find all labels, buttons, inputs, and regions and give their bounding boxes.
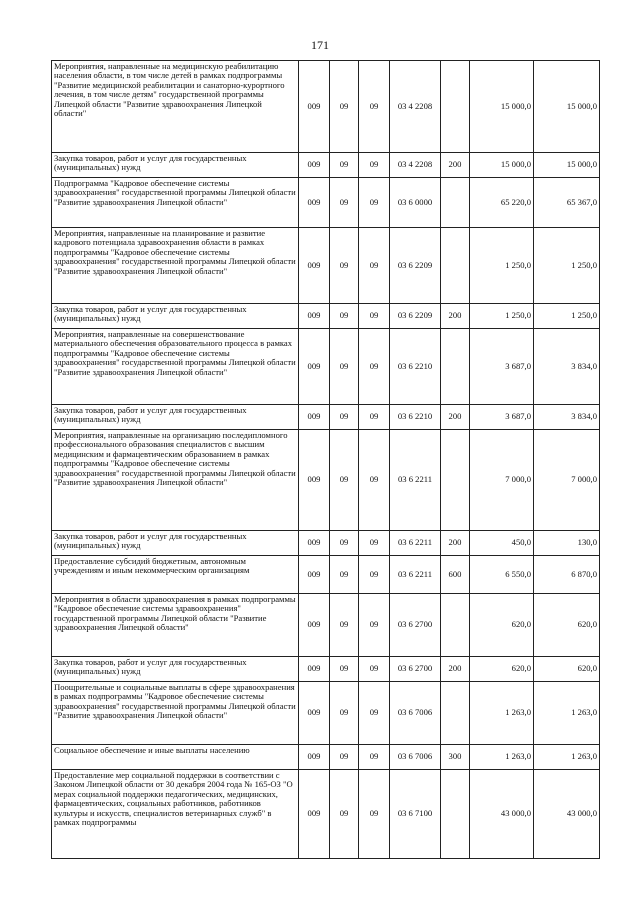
subsection-code: 09 bbox=[359, 430, 390, 531]
target-article-code: 03 6 2211 bbox=[390, 430, 441, 531]
amount-year-1: 15 000,0 bbox=[470, 61, 534, 153]
subsection-code: 09 bbox=[359, 745, 390, 770]
subsection-code: 09 bbox=[359, 304, 390, 329]
expense-type-code bbox=[441, 178, 470, 228]
amount-year-2: 15 000,0 bbox=[534, 153, 600, 178]
subsection-code: 09 bbox=[359, 153, 390, 178]
target-article-code: 03 6 2211 bbox=[390, 531, 441, 556]
row-description: Закупка товаров, работ и услуг для государственных (муниципальных) нужд bbox=[52, 153, 299, 178]
row-description: Мероприятия, направленные на медицинскую реабилитацию населения области, в том числе детей в рамках подпрограммы "Развитие медицинской реабилитации и санаторно-курортного лечения, в том числе детям" государственной программы Липецкой области "Развитие здравоохранения Липецкой области" bbox=[52, 61, 299, 153]
section-code: 09 bbox=[330, 329, 359, 405]
table-body bbox=[52, 61, 600, 859]
row-description: Подпрограмма "Кадровое обеспечение системы здравоохранения" государственной программы Липецкой области "Развитие здравоохранения Липецкой области" bbox=[52, 178, 299, 228]
section-code: 09 bbox=[330, 770, 359, 859]
amount-year-2: 65 367,0 bbox=[534, 178, 600, 228]
expense-type-code: 200 bbox=[441, 657, 470, 682]
target-article-code: 03 6 2700 bbox=[390, 657, 441, 682]
grbs-code: 009 bbox=[299, 682, 330, 745]
row-description: Социальное обеспечение и иные выплаты населению bbox=[52, 745, 299, 770]
table-row bbox=[52, 61, 600, 153]
section-code: 09 bbox=[330, 682, 359, 745]
expense-type-code bbox=[441, 228, 470, 304]
expense-type-code: 600 bbox=[441, 556, 470, 594]
section-code: 09 bbox=[330, 657, 359, 682]
amount-year-1: 65 220,0 bbox=[470, 178, 534, 228]
table-row bbox=[52, 682, 600, 745]
page-number: 171 bbox=[311, 38, 329, 52]
section-code: 09 bbox=[330, 430, 359, 531]
grbs-code: 009 bbox=[299, 594, 330, 657]
amount-year-2: 1 263,0 bbox=[534, 682, 600, 745]
section-code: 09 bbox=[330, 556, 359, 594]
subsection-code: 09 bbox=[359, 657, 390, 682]
expense-type-code bbox=[441, 594, 470, 657]
subsection-code: 09 bbox=[359, 178, 390, 228]
table-row bbox=[52, 531, 600, 556]
amount-year-1: 1 263,0 bbox=[470, 682, 534, 745]
target-article-code: 03 6 7100 bbox=[390, 770, 441, 859]
grbs-code: 009 bbox=[299, 745, 330, 770]
table-row bbox=[52, 770, 600, 859]
expense-type-code: 300 bbox=[441, 745, 470, 770]
row-description: Поощрительные и социальные выплаты в сфере здравоохранения в рамках подпрограммы "Кадровое обеспечение системы здравоохранения" государственной программы Липецкой области "Развитие здравоохранения Липецкой области" bbox=[52, 682, 299, 745]
amount-year-1: 7 000,0 bbox=[470, 430, 534, 531]
grbs-code: 009 bbox=[299, 770, 330, 859]
amount-year-2: 1 263,0 bbox=[534, 745, 600, 770]
row-description: Мероприятия, направленные на организацию последипломного профессионального образования специалистов с высшим медицинским и фармацевтическим образованием в рамках подпрограммы "Кадровое обеспечение системы здравоохранения" государственной программы Липецкой области "Развитие здравоохранения Липецкой области" bbox=[52, 430, 299, 531]
subsection-code: 09 bbox=[359, 770, 390, 859]
section-code: 09 bbox=[330, 153, 359, 178]
grbs-code: 009 bbox=[299, 556, 330, 594]
grbs-code: 009 bbox=[299, 61, 330, 153]
amount-year-2: 15 000,0 bbox=[534, 61, 600, 153]
amount-year-1: 43 000,0 bbox=[470, 770, 534, 859]
grbs-code: 009 bbox=[299, 329, 330, 405]
target-article-code: 03 6 2210 bbox=[390, 405, 441, 430]
amount-year-2: 6 870,0 bbox=[534, 556, 600, 594]
target-article-code: 03 6 2209 bbox=[390, 304, 441, 329]
expense-type-code: 200 bbox=[441, 405, 470, 430]
amount-year-2: 1 250,0 bbox=[534, 304, 600, 329]
grbs-code: 009 bbox=[299, 304, 330, 329]
section-code: 09 bbox=[330, 531, 359, 556]
amount-year-2: 620,0 bbox=[534, 594, 600, 657]
target-article-code: 03 6 2210 bbox=[390, 329, 441, 405]
grbs-code: 009 bbox=[299, 405, 330, 430]
subsection-code: 09 bbox=[359, 228, 390, 304]
table-row bbox=[52, 178, 600, 228]
subsection-code: 09 bbox=[359, 682, 390, 745]
amount-year-1: 1 250,0 bbox=[470, 228, 534, 304]
section-code: 09 bbox=[330, 178, 359, 228]
expense-type-code bbox=[441, 329, 470, 405]
target-article-code: 03 6 2209 bbox=[390, 228, 441, 304]
subsection-code: 09 bbox=[359, 531, 390, 556]
grbs-code: 009 bbox=[299, 178, 330, 228]
expense-type-code: 200 bbox=[441, 304, 470, 329]
amount-year-1: 3 687,0 bbox=[470, 405, 534, 430]
amount-year-1: 6 550,0 bbox=[470, 556, 534, 594]
amount-year-2: 130,0 bbox=[534, 531, 600, 556]
subsection-code: 09 bbox=[359, 61, 390, 153]
budget-table bbox=[51, 60, 600, 859]
table-row bbox=[52, 405, 600, 430]
subsection-code: 09 bbox=[359, 556, 390, 594]
expense-type-code: 200 bbox=[441, 531, 470, 556]
target-article-code: 03 4 2208 bbox=[390, 61, 441, 153]
target-article-code: 03 6 2700 bbox=[390, 594, 441, 657]
target-article-code: 03 6 7006 bbox=[390, 682, 441, 745]
grbs-code: 009 bbox=[299, 153, 330, 178]
amount-year-1: 1 263,0 bbox=[470, 745, 534, 770]
expense-type-code bbox=[441, 682, 470, 745]
row-description: Закупка товаров, работ и услуг для государственных (муниципальных) нужд bbox=[52, 531, 299, 556]
subsection-code: 09 bbox=[359, 405, 390, 430]
row-description: Мероприятия, направленные на планирование и развитие кадрового потенциала здравоохранения области в рамках подпрограммы "Кадровое обеспечение системы здравоохранения" государственной программы Липецкой области "Развитие здравоохранения Липецкой области" bbox=[52, 228, 299, 304]
section-code: 09 bbox=[330, 304, 359, 329]
section-code: 09 bbox=[330, 405, 359, 430]
table-row bbox=[52, 329, 600, 405]
table-row bbox=[52, 153, 600, 178]
target-article-code: 03 6 0000 bbox=[390, 178, 441, 228]
amount-year-1: 620,0 bbox=[470, 657, 534, 682]
subsection-code: 09 bbox=[359, 329, 390, 405]
row-description: Закупка товаров, работ и услуг для государственных (муниципальных) нужд bbox=[52, 657, 299, 682]
table-row bbox=[52, 304, 600, 329]
expense-type-code: 200 bbox=[441, 153, 470, 178]
amount-year-1: 15 000,0 bbox=[470, 153, 534, 178]
amount-year-2: 3 834,0 bbox=[534, 329, 600, 405]
grbs-code: 009 bbox=[299, 657, 330, 682]
amount-year-1: 450,0 bbox=[470, 531, 534, 556]
expense-type-code bbox=[441, 61, 470, 153]
target-article-code: 03 6 2211 bbox=[390, 556, 441, 594]
table-row bbox=[52, 657, 600, 682]
table-row bbox=[52, 228, 600, 304]
row-description: Предоставление мер социальной поддержки в соответствии с Законом Липецкой области от 30 декабря 2004 года № 165-ОЗ "О мерах социальной поддержки педагогических, медицинских, фармацевтических, социальных работников, работников культуры и искусств, специалистов ветеринарных служб" в рамках подпрограммы bbox=[52, 770, 299, 859]
row-description: Закупка товаров, работ и услуг для государственных (муниципальных) нужд bbox=[52, 405, 299, 430]
row-description: Закупка товаров, работ и услуг для государственных (муниципальных) нужд bbox=[52, 304, 299, 329]
amount-year-2: 43 000,0 bbox=[534, 770, 600, 859]
section-code: 09 bbox=[330, 228, 359, 304]
table-row bbox=[52, 594, 600, 657]
target-article-code: 03 6 7006 bbox=[390, 745, 441, 770]
row-description: Мероприятия в области здравоохранения в рамках подпрограммы "Кадровое обеспечение системы здравоохранения" государственной программы Липецкой области "Развитие здравоохранения Липецкой области" bbox=[52, 594, 299, 657]
amount-year-2: 620,0 bbox=[534, 657, 600, 682]
section-code: 09 bbox=[330, 594, 359, 657]
section-code: 09 bbox=[330, 745, 359, 770]
amount-year-1: 3 687,0 bbox=[470, 329, 534, 405]
amount-year-2: 7 000,0 bbox=[534, 430, 600, 531]
table-row bbox=[52, 556, 600, 594]
subsection-code: 09 bbox=[359, 594, 390, 657]
row-description: Мероприятия, направленные на совершенствование материального обеспечения образовательного процесса в рамках подпрограммы "Кадровое обеспечение системы здравоохранения" государственной программы Липецкой области "Развитие здравоохранения Липецкой области" bbox=[52, 329, 299, 405]
expense-type-code bbox=[441, 770, 470, 859]
amount-year-2: 3 834,0 bbox=[534, 405, 600, 430]
target-article-code: 03 4 2208 bbox=[390, 153, 441, 178]
amount-year-1: 1 250,0 bbox=[470, 304, 534, 329]
table-row bbox=[52, 430, 600, 531]
grbs-code: 009 bbox=[299, 531, 330, 556]
amount-year-2: 1 250,0 bbox=[534, 228, 600, 304]
grbs-code: 009 bbox=[299, 228, 330, 304]
row-description: Предоставление субсидий бюджетным, автономным учреждениям и иным некоммерческим организациям bbox=[52, 556, 299, 594]
amount-year-1: 620,0 bbox=[470, 594, 534, 657]
grbs-code: 009 bbox=[299, 430, 330, 531]
table-row bbox=[52, 745, 600, 770]
section-code: 09 bbox=[330, 61, 359, 153]
expense-type-code bbox=[441, 430, 470, 531]
